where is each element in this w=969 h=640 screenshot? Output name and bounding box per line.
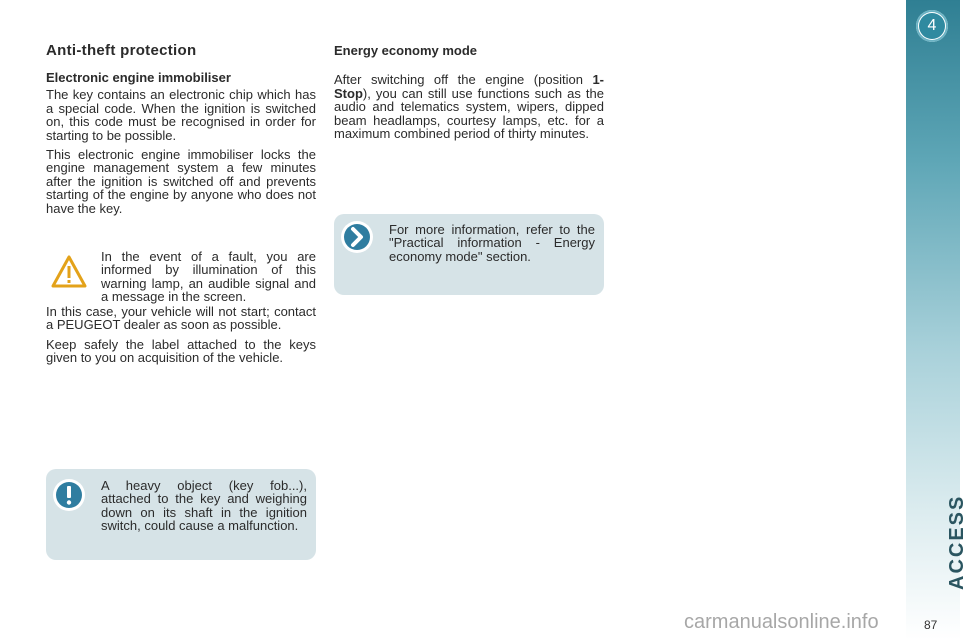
chevron-right-icon bbox=[340, 220, 374, 254]
text-run: After switching off the engine (position bbox=[334, 72, 593, 88]
subheading: Electronic engine immobiliser bbox=[46, 70, 231, 85]
paragraph: This electronic engine immobiliser locks the engine management system a few minutes after the ignition is switched off and prevents starting of the engine by anyone who does not have the key. bbox=[46, 147, 316, 216]
info-text: For more information, refer to the "Practical information - Energy economy mode" section. bbox=[389, 222, 595, 264]
paragraph bbox=[334, 73, 604, 140]
exclamation-icon bbox=[52, 478, 86, 512]
watermark: carmanualsonline.info bbox=[684, 611, 879, 633]
paragraph: The key contains an electronic chip which has a special code. When the ignition is switched on, this code must be recognised in order for starting to be possible. bbox=[46, 87, 316, 143]
right-column bbox=[334, 44, 604, 146]
paragraph: Keep safely the label attached to the keys given to you on acquisition of the vehicle. bbox=[46, 336, 316, 366]
paragraph: In this case, your vehicle will not start; contact a PEUGEOT dealer as soon as possible. bbox=[46, 304, 316, 333]
chapter-badge bbox=[916, 10, 948, 42]
warning-triangle-icon bbox=[50, 254, 88, 290]
chapter-title: ACCESS bbox=[946, 494, 968, 590]
note-box bbox=[46, 469, 316, 560]
bold-term: 1-Stop bbox=[334, 72, 604, 101]
warning-text-block bbox=[101, 250, 316, 310]
warning-text: In the event of a fault, you are informed by illumination of this warning lamp, an audible signal and a message in the screen. bbox=[101, 249, 316, 305]
left-column bbox=[46, 71, 316, 221]
left-column-lower bbox=[46, 305, 316, 371]
subheading: Energy economy mode bbox=[334, 43, 478, 58]
note-text: A heavy object (key fob...), attached to the key and weighing down on its shaft in the ignition switch, could cause a malfunction. bbox=[101, 478, 307, 534]
text-run: ), you can still use functions such as the audio and telematics system, wipers, dipped beam headlamps, courtesy lamps, etc. for a maximum combined period of thirty minutes. bbox=[334, 85, 604, 142]
info-box bbox=[334, 214, 604, 295]
section-heading: Anti-theft protection bbox=[46, 42, 197, 59]
chapter-number: 4 bbox=[919, 13, 945, 39]
page-number: 87 bbox=[924, 618, 938, 632]
